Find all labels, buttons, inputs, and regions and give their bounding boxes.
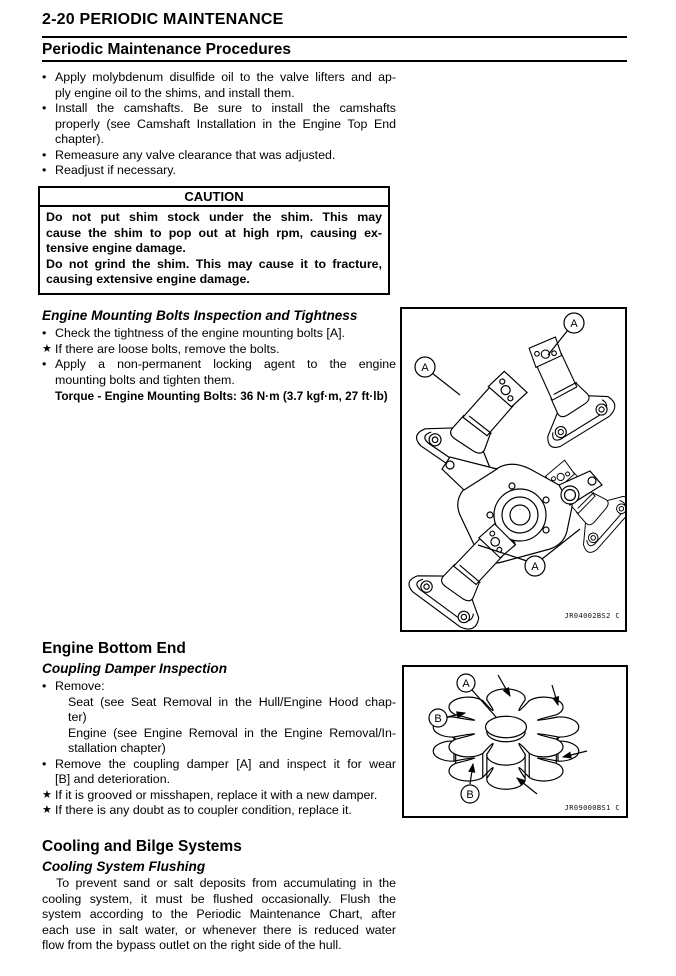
figure-caption: JR09000BS1 C xyxy=(564,804,620,812)
cooling-heading: Cooling and Bilge Systems xyxy=(42,838,242,855)
section-rule xyxy=(42,60,627,62)
figure-caption: JR04002BS2 C xyxy=(564,612,620,620)
list-item: • Check the tightness of the engine mounting bolts [A]. xyxy=(42,326,345,340)
list-item: • Apply a non-permanent locking agent to the engine mounting bolts and tighten them. xyxy=(42,357,396,387)
cooling-flushing-heading: Cooling System Flushing xyxy=(42,859,206,874)
bullet-marker: • xyxy=(42,163,47,177)
star-marker: ★ xyxy=(42,788,52,801)
list-item-line: Readjust if necessary. xyxy=(55,163,176,177)
list-item: • Remove: xyxy=(42,679,105,693)
caution-box xyxy=(38,186,390,295)
callout-a-label: A xyxy=(570,318,578,330)
page-title: 2-20 PERIODIC MAINTENANCE xyxy=(42,11,284,28)
bullet-marker xyxy=(42,726,55,757)
mounting-bolts-list xyxy=(42,326,396,388)
list-item-line: properly (see Camshaft Installation in the Engine Top End xyxy=(55,116,396,131)
star-marker: ★ xyxy=(42,804,52,816)
procedure-list xyxy=(42,70,396,179)
callout-b-label: B xyxy=(466,789,474,801)
torque-spec: Torque - Engine Mounting Bolts: 36 N·m (3.7 kgf·m, 27 ft·lb) xyxy=(55,389,388,403)
list-item-line: Apply molybdenum disulfide oil to the valve lifters and ap- xyxy=(55,70,396,84)
list-item: Seat (see Seat Removal in the Hull/Engine Hood chap- ter) xyxy=(42,695,396,726)
coupling-damper-list xyxy=(42,679,396,819)
mounting-bolts-drawing xyxy=(402,309,625,630)
list-item: ★ If there is any doubt as to coupler condition, replace it. xyxy=(42,803,352,817)
list-item xyxy=(42,148,396,164)
bullet-marker: • xyxy=(42,101,47,115)
section-title: Periodic Maintenance Procedures xyxy=(42,41,291,58)
list-item-line: Install the camshafts. Be sure to install the camshafts xyxy=(55,101,396,115)
list-item-line: chapter). xyxy=(55,132,104,146)
coupling-damper-heading: Coupling Damper Inspection xyxy=(42,661,228,676)
figure-engine-mounting-bolts xyxy=(400,307,627,632)
callout-a-label: A xyxy=(462,678,470,690)
list-item-line: ply engine oil to the shims, and install them. xyxy=(55,85,295,100)
header-rule xyxy=(42,36,627,38)
list-item: ★ If it is grooved or misshapen, replace it with a new damper. xyxy=(42,787,378,802)
bullet-marker xyxy=(42,695,55,726)
list-item: • Remove the coupling damper [A] and inspect it for wear [B] and deterioration. xyxy=(42,756,396,786)
callout-a-label: A xyxy=(421,362,429,374)
list-item xyxy=(42,70,396,101)
caution-title: CAUTION xyxy=(40,188,388,207)
list-item xyxy=(42,163,396,179)
cooling-paragraph: To prevent sand or salt deposits from accumulating in the cooling system, it must be flushed occasionally. Flush the system according to the Periodic Maintenance Chart, after each use in salt water, or whenever there is reduced water flow from the bypass outlet on the right side of the hull. xyxy=(42,876,396,952)
bullet-marker: • xyxy=(42,357,47,371)
coupling-damper-drawing xyxy=(404,667,626,816)
list-item-line: Remeasure any valve clearance that was adjusted. xyxy=(55,147,336,162)
list-item: ★ If there are loose bolts, remove the bolts. xyxy=(42,341,280,356)
callout-b-label: B xyxy=(434,713,442,725)
list-item xyxy=(42,101,396,148)
star-marker: ★ xyxy=(42,342,52,355)
bullet-marker: • xyxy=(42,679,47,693)
engine-bottom-end-heading: Engine Bottom End xyxy=(42,640,186,657)
caution-text: Do not put shim stock under the shim. This may cause the shim to pop out at high rpm, causing ex- tensive engine damage. Do not grind the shim. This may cause it to fracture, causing extensive engine damage. xyxy=(46,210,382,287)
bullet-marker: • xyxy=(42,756,47,771)
mounting-bolts-heading: Engine Mounting Bolts Inspection and Tightness xyxy=(42,308,358,323)
figure-coupling-damper xyxy=(402,665,628,818)
bullet-marker: • xyxy=(42,326,47,340)
callout-a-label: A xyxy=(531,561,539,573)
list-item: Engine (see Engine Removal in the Engine Removal/In- stallation chapter) xyxy=(42,726,396,757)
bullet-marker: • xyxy=(42,147,47,162)
bullet-marker: • xyxy=(42,70,47,84)
